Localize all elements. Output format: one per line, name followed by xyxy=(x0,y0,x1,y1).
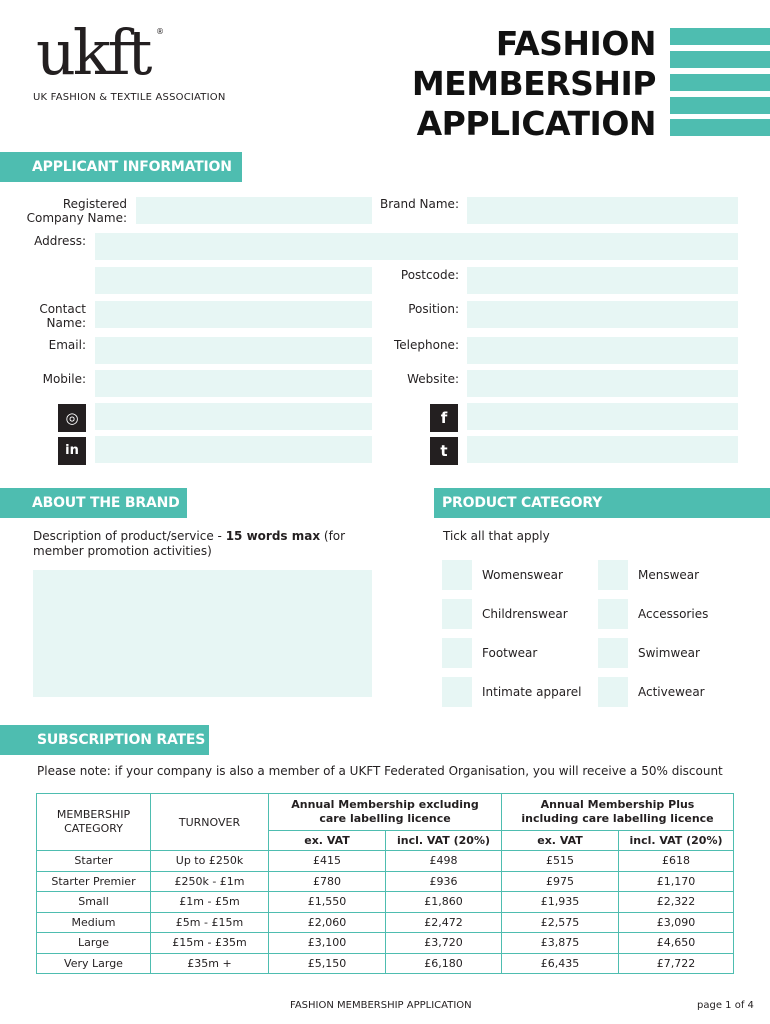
title-line-2: MEMBERSHIP xyxy=(411,64,656,103)
postcode-label: Postcode: xyxy=(400,268,459,282)
title-line-3: APPLICATION xyxy=(416,104,656,143)
page-title xyxy=(380,24,656,144)
email-label: Email: xyxy=(48,338,86,352)
checkbox-activewear[interactable] xyxy=(598,677,628,707)
table-cell: Medium xyxy=(37,912,151,933)
table-cell: £936 xyxy=(386,871,502,892)
table-cell: £6,180 xyxy=(386,953,502,974)
footer-title: FASHION MEMBERSHIP APPLICATION xyxy=(290,1000,472,1011)
table-row xyxy=(37,851,734,872)
table-cell: £415 xyxy=(269,851,386,872)
table-cell: £5m - £15m xyxy=(151,912,269,933)
description-prefix: Description of product/service - xyxy=(33,529,226,543)
table-cell: £7,722 xyxy=(619,953,734,974)
table-cell: £250k - £1m xyxy=(151,871,269,892)
telephone-label: Telephone: xyxy=(394,338,459,352)
subscription-rates-table xyxy=(36,793,734,974)
linkedin-icon: in xyxy=(58,437,86,465)
table-row xyxy=(37,912,734,933)
brand-description-instructions xyxy=(33,529,363,559)
position-label: Position: xyxy=(408,302,459,316)
table-cell: £5,150 xyxy=(269,953,386,974)
position-field[interactable] xyxy=(467,301,738,328)
mobile-field[interactable] xyxy=(95,370,372,397)
header-stripe xyxy=(670,119,770,136)
table-cell: Starter Premier xyxy=(37,871,151,892)
table-cell: £3,090 xyxy=(619,912,734,933)
col-header-category: MEMBERSHIP CATEGORY xyxy=(37,794,151,851)
email-field[interactable] xyxy=(95,337,372,364)
category-label-womenswear: Womenswear xyxy=(482,568,563,582)
category-label-footwear: Footwear xyxy=(482,646,538,660)
facebook-icon: f xyxy=(430,404,458,432)
table-cell: £15m - £35m xyxy=(151,933,269,954)
table-row xyxy=(37,871,734,892)
table-cell: £1,860 xyxy=(386,892,502,913)
category-label-accessories: Accessories xyxy=(638,607,709,621)
linkedin-field[interactable] xyxy=(95,436,372,463)
table-row xyxy=(37,933,734,954)
registered-company-label: Registered Company Name: xyxy=(26,197,127,225)
checkbox-swimwear[interactable] xyxy=(598,638,628,668)
instagram-field[interactable] xyxy=(95,403,372,430)
product-category-section-header: PRODUCT CATEGORY xyxy=(434,488,770,518)
table-cell: £1m - £5m xyxy=(151,892,269,913)
table-cell: £2,322 xyxy=(619,892,734,913)
col-header-turnover: TURNOVER xyxy=(151,794,269,851)
table-cell: £35m + xyxy=(151,953,269,974)
table-cell: £1,935 xyxy=(502,892,619,913)
mobile-label: Mobile: xyxy=(42,372,86,386)
subscription-section-header: SUBSCRIPTION RATES xyxy=(0,725,209,755)
col-header-plus-ex-vat: ex. VAT xyxy=(502,831,619,851)
contact-name-field[interactable] xyxy=(95,301,372,328)
category-label-swimwear: Swimwear xyxy=(638,646,700,660)
header-stripe xyxy=(670,74,770,91)
table-cell: £2,472 xyxy=(386,912,502,933)
checkbox-footwear[interactable] xyxy=(442,638,472,668)
description-suffix: (for member promotion activities) xyxy=(33,529,346,558)
product-instruction: Tick all that apply xyxy=(443,529,550,543)
header-stripe xyxy=(670,97,770,114)
table-cell: £4,650 xyxy=(619,933,734,954)
category-label-childrenswear: Childrenswear xyxy=(482,607,568,621)
category-label-menswear: Menswear xyxy=(638,568,700,582)
col-group-excl: Annual Membership excluding care labelling licence xyxy=(269,794,502,831)
table-cell: Up to £250k xyxy=(151,851,269,872)
twitter-field[interactable] xyxy=(467,436,738,463)
table-cell: £975 xyxy=(502,871,619,892)
category-label-intimate-apparel: Intimate apparel xyxy=(482,685,582,699)
brand-name-field[interactable] xyxy=(467,197,738,224)
brand-description-field[interactable] xyxy=(33,570,372,697)
header-stripe xyxy=(670,28,770,45)
table-cell: £618 xyxy=(619,851,734,872)
table-cell: Large xyxy=(37,933,151,954)
checkbox-accessories[interactable] xyxy=(598,599,628,629)
twitter-icon: t xyxy=(430,437,458,465)
col-header-incl-vat: incl. VAT (20%) xyxy=(386,831,502,851)
checkbox-womenswear[interactable] xyxy=(442,560,472,590)
table-cell: £515 xyxy=(502,851,619,872)
table-row xyxy=(37,953,734,974)
website-field[interactable] xyxy=(467,370,738,397)
applicant-section-header: APPLICANT INFORMATION xyxy=(0,152,242,182)
logo-subtitle: UK FASHION & TEXTILE ASSOCIATION xyxy=(33,92,226,103)
table-cell: £3,720 xyxy=(386,933,502,954)
table-cell: £1,170 xyxy=(619,871,734,892)
header-stripe xyxy=(670,51,770,68)
table-cell: £2,060 xyxy=(269,912,386,933)
checkbox-menswear[interactable] xyxy=(598,560,628,590)
table-cell: £3,875 xyxy=(502,933,619,954)
facebook-field[interactable] xyxy=(467,403,738,430)
table-cell: Very Large xyxy=(37,953,151,974)
contact-name-label: Contact Name: xyxy=(39,302,86,330)
page-number: page 1 of 4 xyxy=(697,1000,754,1011)
table-cell: Starter xyxy=(37,851,151,872)
table-row xyxy=(37,892,734,913)
col-header-ex-vat: ex. VAT xyxy=(269,831,386,851)
description-word-limit: 15 words max xyxy=(225,529,321,543)
table-cell: £498 xyxy=(386,851,502,872)
about-brand-section-header: ABOUT THE BRAND xyxy=(0,488,187,518)
brand-name-label: Brand Name: xyxy=(379,197,459,211)
discount-note: Please note: if your company is also a member of a UKFT Federated Organisation, you will receive a 50% discount xyxy=(37,764,723,778)
table-cell: £1,550 xyxy=(269,892,386,913)
table-cell: £780 xyxy=(269,871,386,892)
category-label-activewear: Activewear xyxy=(638,685,705,699)
website-label: Website: xyxy=(407,372,459,386)
registered-mark: ® xyxy=(156,27,164,36)
address-label: Address: xyxy=(34,234,86,248)
address-field-1[interactable] xyxy=(95,233,738,260)
table-cell: Small xyxy=(37,892,151,913)
checkbox-intimate-apparel[interactable] xyxy=(442,677,472,707)
table-cell: £3,100 xyxy=(269,933,386,954)
table-cell: £6,435 xyxy=(502,953,619,974)
registered-company-field[interactable] xyxy=(136,197,372,224)
ukft-logo: ukft xyxy=(36,16,150,89)
col-header-plus-incl-vat: incl. VAT (20%) xyxy=(619,831,734,851)
col-group-incl: Annual Membership Plus including care labelling licence xyxy=(502,794,734,831)
table-cell: £2,575 xyxy=(502,912,619,933)
address-field-2[interactable] xyxy=(95,267,372,294)
postcode-field[interactable] xyxy=(467,267,738,294)
telephone-field[interactable] xyxy=(467,337,738,364)
checkbox-childrenswear[interactable] xyxy=(442,599,472,629)
title-line-1: FASHION xyxy=(495,24,656,63)
instagram-icon: ◎ xyxy=(58,404,86,432)
